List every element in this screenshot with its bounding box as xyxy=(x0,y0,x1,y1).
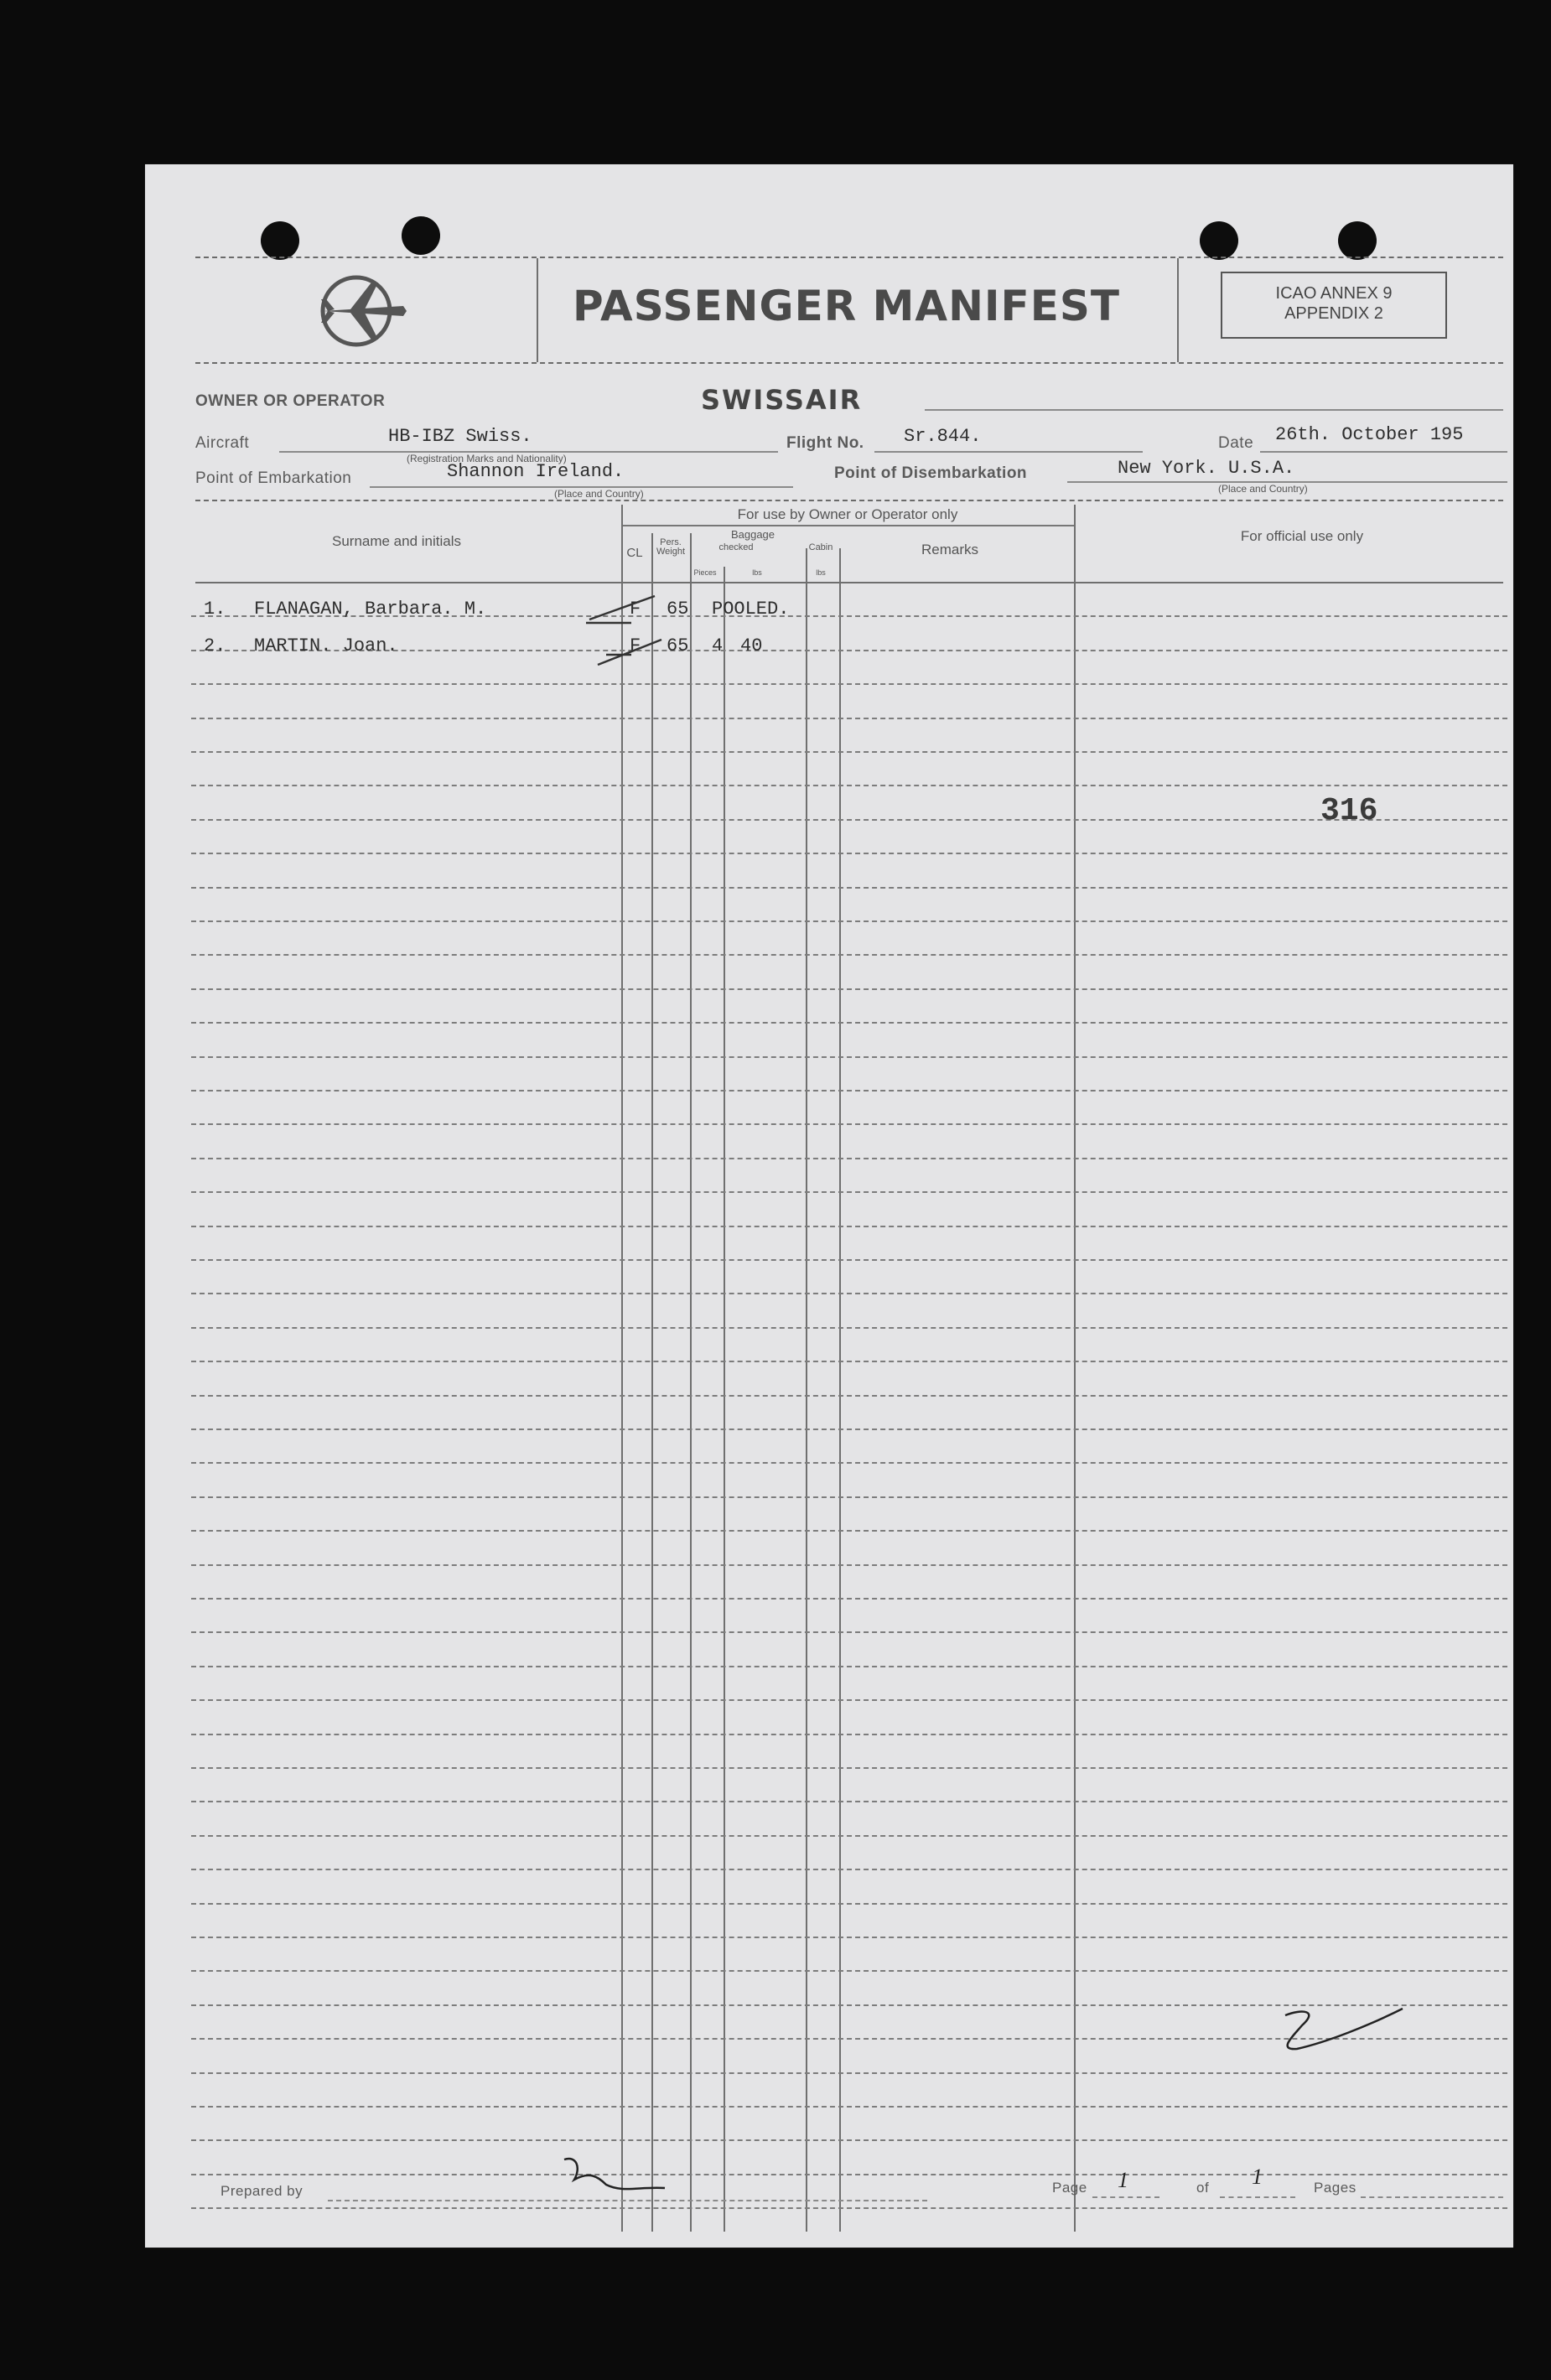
passenger-name: MARTIN. Joan. xyxy=(254,635,398,656)
cabin-lbs-header: lbs xyxy=(816,568,826,577)
lbs-header: lbs xyxy=(752,568,762,577)
weight-header-line2: Weight xyxy=(656,547,686,557)
pages-count: 1 xyxy=(1252,2165,1263,2189)
of-label: of xyxy=(1196,2180,1210,2196)
owner-header: For use by Owner or Operator only xyxy=(737,506,958,522)
col-line-lbs-end xyxy=(806,548,807,2232)
ruled-line xyxy=(191,1123,1507,1125)
ruled-line xyxy=(191,920,1507,922)
ruled-line xyxy=(191,751,1507,753)
ruled-line xyxy=(191,1395,1507,1397)
ruled-line xyxy=(191,988,1507,990)
ruled-line xyxy=(191,718,1507,719)
ruled-line xyxy=(191,1530,1507,1532)
baggage-header: Baggage xyxy=(730,528,776,541)
ruled-line xyxy=(191,2139,1507,2141)
row-lbs: 40 xyxy=(740,635,763,656)
col-line-surname-end xyxy=(621,505,623,2232)
date-underline xyxy=(1260,451,1507,453)
ruled-line xyxy=(191,1496,1507,1498)
row-number: 2. xyxy=(204,635,226,656)
page-number: 1 xyxy=(1118,2168,1128,2192)
date-value: 26th. October 195 xyxy=(1275,424,1464,445)
ruled-line xyxy=(191,1293,1507,1294)
ruled-line xyxy=(191,1090,1507,1091)
ruled-line xyxy=(191,1869,1507,1870)
ruled-line xyxy=(191,1903,1507,1905)
ruled-line xyxy=(191,785,1507,786)
ruled-line xyxy=(191,683,1507,685)
ruled-line xyxy=(191,1937,1507,1938)
prepared-label: Prepared by xyxy=(220,2183,303,2199)
ruled-line xyxy=(191,1259,1507,1261)
ruled-line xyxy=(191,1699,1507,1701)
col-line-pieces-end xyxy=(724,567,725,2232)
operator-underline xyxy=(925,409,1503,411)
ruled-line xyxy=(191,1361,1507,1362)
icao-annex-line: ICAO ANNEX 9 xyxy=(1275,284,1393,303)
ruled-line xyxy=(191,819,1507,821)
official-header: For official use only xyxy=(1240,528,1364,544)
surname-header: Surname and initials xyxy=(331,533,462,549)
date-label: Date xyxy=(1218,434,1254,452)
punch-hole xyxy=(1338,221,1377,260)
ruled-line xyxy=(191,2207,1507,2209)
col-line-cabin-end xyxy=(839,548,841,2232)
manifest-sheet xyxy=(145,164,1513,2248)
flight-underline xyxy=(874,451,1143,453)
pieces-header: Pieces xyxy=(693,568,717,577)
flight-value: Sr.844. xyxy=(904,426,982,447)
ruled-line xyxy=(191,954,1507,956)
check-mark-strokes xyxy=(581,588,707,671)
page-title: PASSENGER MANIFEST xyxy=(573,282,1120,330)
aircraft-value: HB-IBZ Swiss. xyxy=(388,426,532,447)
weight-header xyxy=(655,538,687,557)
weight-header-line1: Pers. xyxy=(660,537,682,547)
pages-label-underline xyxy=(1361,2196,1503,2198)
ruled-line xyxy=(191,853,1507,854)
owner-header-rule xyxy=(621,525,1074,526)
remarks-header: Remarks xyxy=(921,542,978,557)
icao-appendix-line: APPENDIX 2 xyxy=(1284,304,1383,323)
ruled-line xyxy=(191,1226,1507,1227)
col-line-weight-end xyxy=(690,533,692,2232)
ruled-line xyxy=(191,1191,1507,1193)
operator-label: OWNER OR OPERATOR xyxy=(195,392,386,410)
ruled-line xyxy=(191,1970,1507,1972)
header-top-rule xyxy=(195,257,1503,258)
prepared-signature xyxy=(556,2143,673,2210)
pages-underline xyxy=(1220,2196,1295,2198)
icao-annex-box xyxy=(1221,272,1447,339)
cabin-header: Cabin xyxy=(808,542,833,552)
ruled-line xyxy=(191,1327,1507,1329)
row-pieces: 4 xyxy=(712,635,724,656)
punch-hole xyxy=(261,221,299,260)
checked-header: checked xyxy=(718,542,754,552)
header-bottom-rule-solid xyxy=(195,582,1503,583)
page-underline xyxy=(1092,2196,1159,2198)
page-label: Page xyxy=(1052,2180,1087,2196)
row-weight: 65 xyxy=(667,635,689,656)
aircraft-label: Aircraft xyxy=(195,434,250,452)
ruled-line xyxy=(191,1022,1507,1024)
ruled-line xyxy=(191,1598,1507,1600)
ruled-line xyxy=(191,1801,1507,1802)
ruled-line xyxy=(191,1564,1507,1566)
operator-value: SWISSAIR xyxy=(701,384,863,416)
ruled-line xyxy=(191,887,1507,889)
disembark-caption: (Place and Country) xyxy=(1218,483,1308,495)
ruled-line xyxy=(191,1835,1507,1837)
passenger-name: FLANAGAN, Barbara. M. xyxy=(254,599,487,620)
row-weight: 65 xyxy=(667,599,689,620)
header-bottom-rule xyxy=(195,362,1503,364)
flight-label: Flight No. xyxy=(786,434,864,452)
row-class: F xyxy=(630,599,641,620)
header-divider xyxy=(537,258,538,362)
ruled-line xyxy=(191,2106,1507,2108)
ruled-line xyxy=(191,1158,1507,1159)
ruled-line xyxy=(191,1056,1507,1058)
col-line-cl-end xyxy=(651,533,653,2232)
airplane-logo-icon xyxy=(313,267,413,351)
pages-label: Pages xyxy=(1314,2180,1356,2196)
punch-hole xyxy=(1200,221,1238,260)
disembark-value: New York. U.S.A. xyxy=(1118,458,1295,479)
ruled-line xyxy=(191,2174,1507,2175)
ruled-line xyxy=(191,1631,1507,1633)
ruled-line xyxy=(191,1462,1507,1464)
official-scribble xyxy=(1268,2000,1436,2067)
aircraft-caption: (Registration Marks and Nationality) xyxy=(407,453,567,464)
ruled-line xyxy=(191,1666,1507,1667)
row-number: 1. xyxy=(204,599,226,620)
ruled-line xyxy=(191,2072,1507,2074)
row-pieces: POOLED. xyxy=(712,599,790,620)
punch-hole xyxy=(402,216,440,255)
table-top-rule xyxy=(195,500,1503,501)
header-divider xyxy=(1177,258,1179,362)
embark-label: Point of Embarkation xyxy=(195,469,352,487)
embark-caption: (Place and Country) xyxy=(554,488,644,500)
disembark-label: Point of Disembarkation xyxy=(834,464,1028,482)
cl-header: CL xyxy=(626,546,643,560)
embark-value: Shannon Ireland. xyxy=(447,461,625,482)
stamp-number: 316 xyxy=(1320,793,1378,829)
row-class: F xyxy=(630,635,641,656)
ruled-line xyxy=(191,1429,1507,1430)
col-line-remarks-end xyxy=(1074,505,1076,2232)
ruled-line xyxy=(191,1767,1507,1769)
ruled-line xyxy=(191,1734,1507,1735)
